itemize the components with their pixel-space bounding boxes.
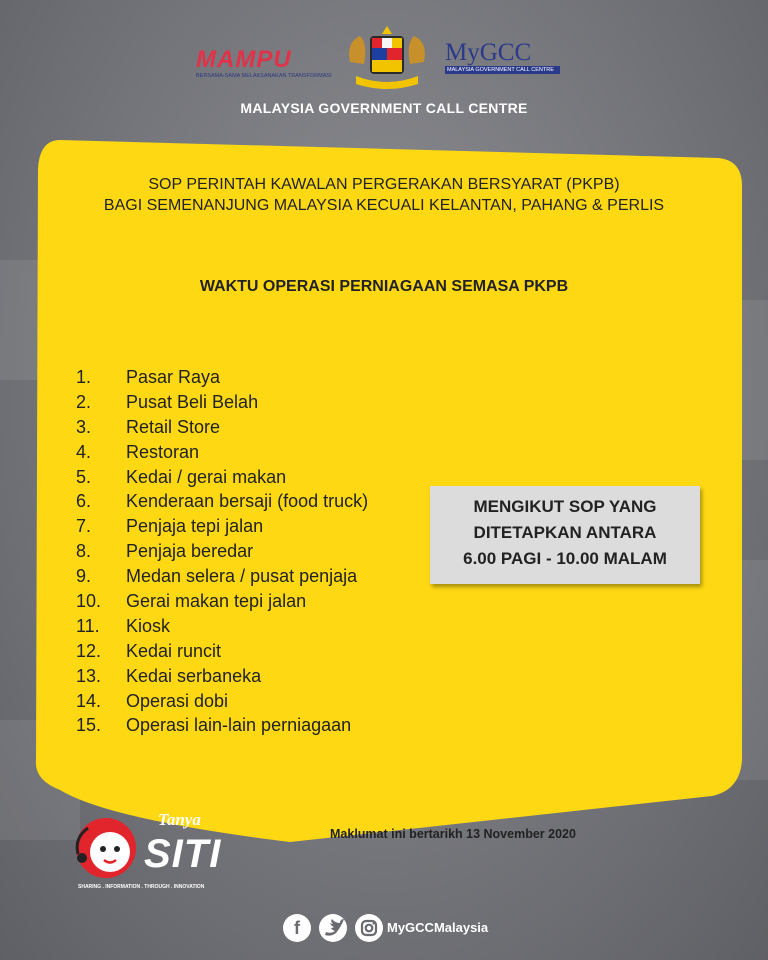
operating-hours-line2: DITETAPKAN ANTARA [473,523,657,542]
page-subtitle: MALAYSIA GOVERNMENT CALL CENTRE [240,100,528,116]
tanya-word: Tanya [158,810,201,829]
list-item-number: 8. [76,541,92,562]
list-item-number: 14. [76,690,102,711]
siti-mascot-icon [72,814,142,886]
list-item-number: 10. [76,591,102,612]
list-item-label: Kedai / gerai makan [126,466,287,487]
list-item-number: 7. [76,516,92,537]
list-item-number: 1. [76,367,92,387]
list-item-label: Restoran [126,441,200,462]
list-item-number: 9. [76,566,92,587]
list-item-label: Medan selera / pusat penjaja [126,566,358,587]
list-item-label: Gerai makan tepi jalan [126,591,307,612]
siti-strapline: SHARING . INFORMATION . THROUGH . INNOVATION [78,884,205,890]
mampu-tagline: BERSAMA-SAMA MELAKSANAKAN TRANSFORMASI [196,73,332,79]
mygcc-tagline: MALAYSIA GOVERNMENT CALL CENTRE [445,66,560,74]
social-handle[interactable]: MyGCCMalaysia [387,920,489,935]
list-item-label: Pasar Raya [126,367,221,387]
list-item-label: Retail Store [126,416,221,437]
instagram-icon[interactable] [355,914,383,942]
list-item-label: Kenderaan bersaji (food truck) [126,491,369,512]
tanya-siti-logo [72,810,232,900]
siti-word: SITI [144,832,222,876]
list-item-number: 11. [76,615,100,636]
list-item-label: Kedai serbaneka [126,665,262,686]
list-item-number: 5. [76,466,92,487]
section-heading: WAKTU OPERASI PERNIAGAAN SEMASA PKPB [199,278,569,295]
list-item-label: Penjaja beredar [126,541,254,562]
mygcc-wordmark: MyGCC [445,39,532,66]
list-item-number: 2. [76,391,92,412]
sop-title-line2: BAGI SEMENANJUNG MALAYSIA KECUALI KELANTAN, PAHANG & PERLIS [103,197,665,214]
list-item-label: Operasi dobi [126,690,229,711]
operating-hours-box [430,486,700,584]
list-item-number: 12. [76,640,102,661]
list-item-label: Kiosk [126,615,171,636]
operating-hours-line3: 6.00 PAGI - 10.00 MALAM [463,549,667,568]
list-item-label: Penjaja tepi jalan [126,516,264,537]
list-item-number: 3. [76,416,92,437]
facebook-icon[interactable]: f [283,914,311,942]
list-item-label: Pusat Beli Belah [126,391,259,412]
list-item-number: 13. [76,665,102,686]
operating-hours-line1: MENGIKUT SOP YANG [473,497,657,516]
date-note: Maklumat ini bertarikh 13 November 2020 [330,827,576,841]
list-item-number: 4. [76,441,92,462]
sop-title-line1: SOP PERINTAH KAWALAN PERGERAKAN BERSYARAT (PKPB) [148,176,620,193]
list-item-number: 15. [76,715,102,736]
sop-title [0,174,768,216]
mampu-wordmark: MAMPU [196,46,292,73]
twitter-icon[interactable] [319,914,347,942]
list-item-label: Operasi lain-lain perniagaan [126,715,352,736]
list-item-label: Kedai runcit [126,640,222,661]
list-item-number: 6. [76,491,92,512]
